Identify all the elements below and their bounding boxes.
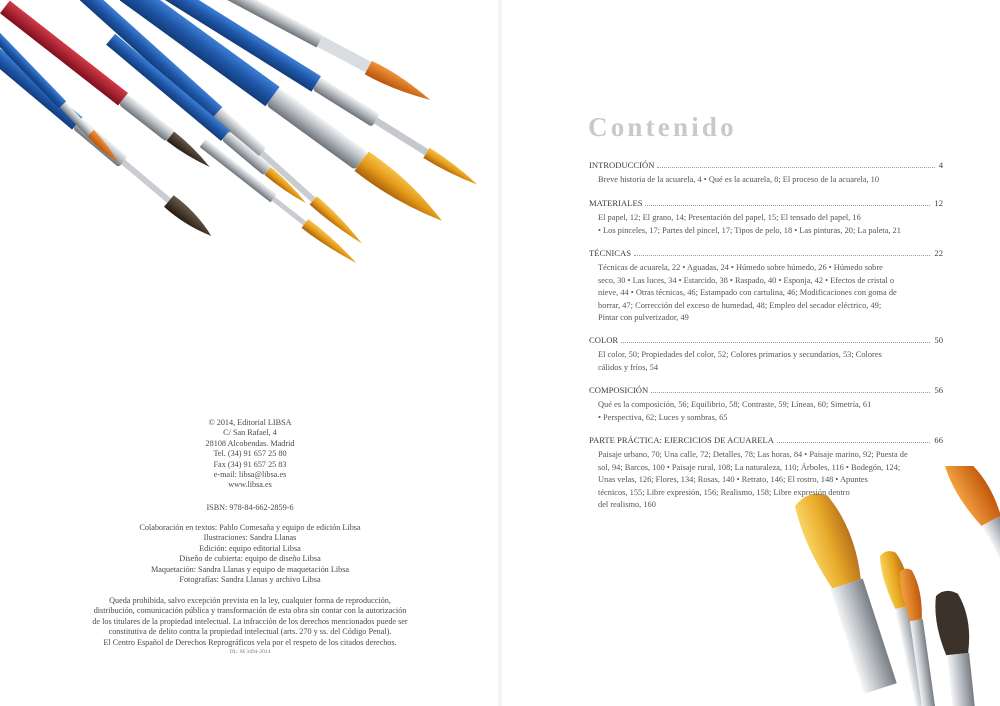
section-title: INTRODUCCIÓN bbox=[589, 160, 655, 170]
page-gutter bbox=[497, 0, 503, 706]
address-line-1: C/ San Rafael, 4 bbox=[223, 428, 277, 438]
website: www.libsa.es bbox=[228, 480, 272, 490]
legal-line: constitutiva de delito contra la propiedad intelectual (arts. 270 y ss. del Código Penal). bbox=[108, 627, 392, 637]
section-page-number: 50 bbox=[934, 335, 943, 345]
credit-line: Maquetación: Sandra Llanas y equipo de maquetación Libsa bbox=[150, 564, 350, 574]
email: e-mail: libsa@libsa.es bbox=[213, 470, 287, 480]
toc-section-header bbox=[589, 435, 943, 447]
topic-line: cálidos y fríos, 54 bbox=[598, 362, 659, 372]
topic-line: borrar, 47; Corrección del exceso de humedad, 48; Empleo del secador eléctrico, 49; bbox=[598, 300, 882, 310]
toc-section-header bbox=[589, 385, 943, 397]
toc-section-header bbox=[589, 160, 943, 172]
topic-line: Qué es la composición, 56; Equilibrio, 58; Contraste, 59; Líneas, 60; Simetría, 61 bbox=[598, 400, 872, 409]
toc-section-header bbox=[589, 248, 943, 260]
publisher-info bbox=[40, 418, 460, 491]
fax: Fax (34) 91 657 25 83 bbox=[213, 459, 287, 469]
dot-leader bbox=[777, 442, 930, 443]
section-title: PARTE PRÁCTICA: EJERCICIOS DE ACUARELA bbox=[589, 435, 774, 445]
dot-leader bbox=[621, 342, 930, 343]
toc-title: Contenido bbox=[588, 112, 737, 142]
credit-line: Fotografías: Sandra Llanas y archivo Libsa bbox=[179, 575, 321, 585]
topic-line: El papel, 12; El grano, 14; Presentación del papel, 15; El tensado del papel, 16 bbox=[598, 213, 861, 222]
legal-line: distribución, comunicación pública y transformación de esta obra sin contar con la autorización bbox=[93, 606, 407, 616]
paintbrushes-top-left bbox=[0, 0, 480, 340]
telephone: Tel. (34) 91 657 25 80 bbox=[213, 449, 287, 459]
section-topics bbox=[598, 349, 918, 374]
toc-section-header bbox=[589, 335, 943, 347]
section-topics bbox=[598, 399, 918, 424]
toc-section-composicion bbox=[589, 385, 943, 424]
topic-line: Breve historia de la acuarela, 4 • Qué es la acuarela, 8; El proceso de la acuarela, 10 bbox=[598, 175, 880, 184]
section-title: TÉCNICAS bbox=[589, 248, 632, 258]
section-title: MATERIALES bbox=[589, 198, 643, 208]
section-topics bbox=[598, 449, 918, 512]
credit-line: Ilustraciones: Sandra Llanas bbox=[203, 533, 297, 543]
toc-section-color bbox=[589, 335, 943, 374]
address-line-2: 28108 Alcobendas. Madrid bbox=[205, 438, 295, 448]
dot-leader bbox=[645, 205, 930, 206]
toc-section-parte-practica bbox=[589, 435, 943, 512]
section-topics bbox=[598, 174, 918, 187]
topic-line: nieve, 44 • Otras técnicas, 46; Estampado con cartulina, 46; Modificaciones con goma de bbox=[598, 288, 897, 297]
section-page-number: 56 bbox=[934, 385, 943, 395]
topic-line: del realismo, 160 bbox=[598, 500, 656, 509]
topic-line: técnicos, 155; Libre expresión, 156; Realismo, 158; Libre expresión dentro bbox=[598, 487, 850, 497]
toc-section-header bbox=[589, 198, 943, 210]
legal-line: de los titulares de la propiedad intelectual. La infracción de los derechos mencionados puede ser bbox=[92, 616, 408, 626]
topic-line: Unas velas, 126; Flores, 134; Rosas, 140 • Retrato, 146; El rostro, 148 • Apuntes bbox=[598, 475, 868, 484]
section-title: COMPOSICIÓN bbox=[589, 385, 649, 395]
credit-line: Colaboración en textos: Pablo Comesaña y equipo de edición Libsa bbox=[139, 523, 361, 532]
topic-line: El color, 50; Propiedades del color, 52; Colores primarios y secundarios, 53; Colores bbox=[598, 350, 882, 359]
legal-notice bbox=[40, 596, 460, 657]
section-page-number: 4 bbox=[938, 160, 943, 170]
dot-leader bbox=[651, 392, 930, 393]
isbn: ISBN: 978-84-662-2859-6 bbox=[206, 503, 294, 512]
section-page-number: 66 bbox=[934, 435, 943, 445]
section-title: COLOR bbox=[589, 335, 619, 345]
copyright-line: © 2014, Editorial LIBSA bbox=[208, 418, 292, 427]
topic-line: • Los pinceles, 17; Partes del pincel, 17; Tipos de pelo, 18 • Las pinturas, 20; La paleta, 21 bbox=[598, 225, 901, 235]
toc-section-materiales bbox=[589, 198, 943, 237]
legal-line: Queda prohibida, salvo excepción prevista en la ley, cualquier forma de reproducción, bbox=[109, 596, 391, 605]
section-page-number: 22 bbox=[934, 248, 943, 258]
section-topics bbox=[598, 212, 918, 237]
topic-line: Pintar con pulverizador, 49 bbox=[598, 313, 689, 322]
topic-line: Técnicas de acuarela, 22 • Aguadas, 24 • Húmedo sobre húmedo, 26 • Húmedo sobre bbox=[598, 263, 883, 272]
credit-line: Diseño de cubierta: equipo de diseño Libsa bbox=[179, 554, 321, 564]
section-page-number: 12 bbox=[934, 198, 943, 208]
topic-line: sol, 94; Barcos, 100 • Paisaje rural, 108; La naturaleza, 110; Árboles, 116 • Bodegón, 124; bbox=[598, 462, 901, 472]
dot-leader bbox=[634, 255, 930, 256]
toc-section-introduccion bbox=[589, 160, 943, 187]
topic-line: seco, 30 • Las luces, 34 • Estarcido, 38 • Raspado, 40 • Esponja, 42 • Efectos de cristal o bbox=[598, 275, 895, 285]
section-topics bbox=[598, 262, 918, 325]
topic-line: • Perspectiva, 62; Luces y sombras, 65 bbox=[598, 412, 728, 422]
dot-leader bbox=[657, 167, 934, 168]
topic-line: Paisaje urbano, 70; Una calle, 72; Detalles, 78; Las horas, 84 • Paisaje marino, 92; Puesta de bbox=[598, 450, 908, 459]
credit-line: Edición: equipo editorial Libsa bbox=[199, 543, 301, 553]
legal-line: El Centro Español de Derechos Reprográficos vela por el respeto de los citados derechos. bbox=[103, 637, 397, 647]
toc-section-tecnicas bbox=[589, 248, 943, 325]
credits bbox=[40, 523, 460, 585]
legal-deposit: DL: M 3494-2014 bbox=[229, 649, 271, 656]
